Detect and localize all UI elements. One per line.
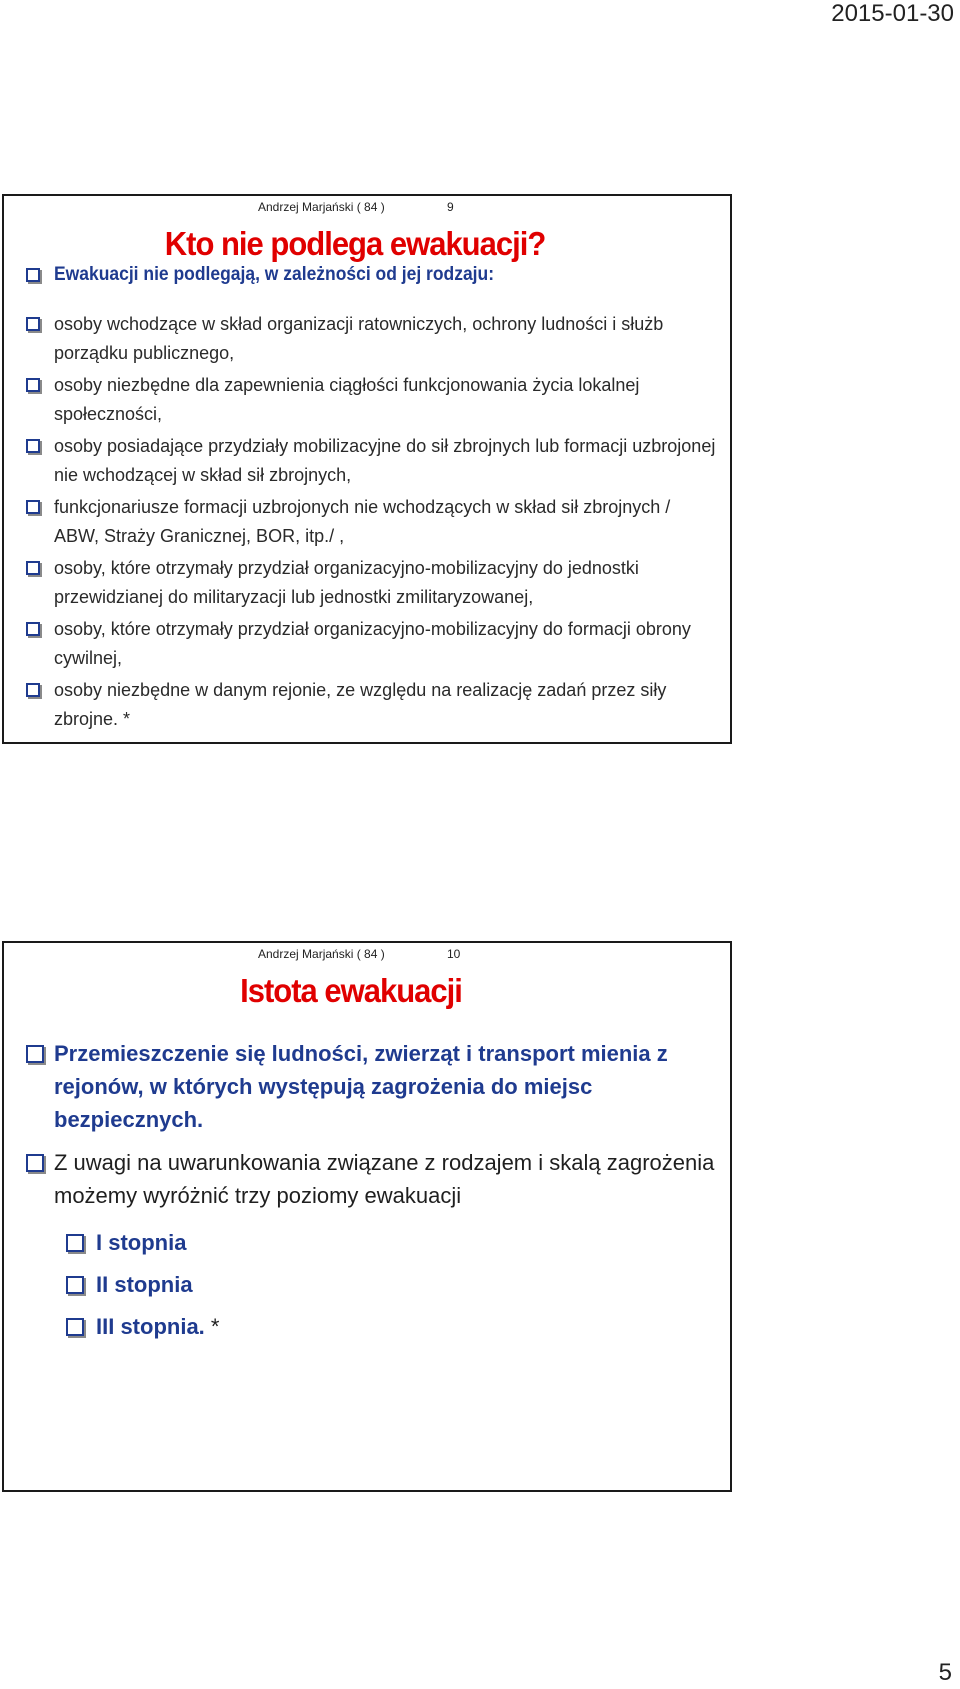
page-date: 2015-01-30 [831,0,954,27]
checkbox-bullet-icon [26,439,40,453]
checkbox-bullet-icon [66,1276,84,1294]
list-item-text: osoby, które otrzymały przydział organizacyjno-mobilizacyjny do formacji obrony cywilnej, [54,619,691,668]
intro-bullet [24,264,716,286]
checkbox-bullet-icon [26,561,40,575]
checkbox-bullet-icon [26,622,40,636]
slide-number: 9 [447,200,454,214]
list-item-text: Przemieszczenie się ludności, zwierząt i transport mienia z rejonów, w których występują zagrożenia do miejsc bezpiecznych. [54,1041,668,1132]
list-item-text: osoby, które otrzymały przydział organizacyjno-mobilizacyjny do jednostki przewidzianej do militaryzacji lub jednostki zmilitaryzowanej, [54,558,639,607]
intro-text: Ewakuacji nie podlegają, w zależności od jej rodzaju: [54,264,495,285]
checkbox-bullet-icon [26,683,40,697]
level-text: I stopnia [96,1230,187,1255]
slide-author: Andrzej Marjański ( 84 ) [258,947,385,961]
list-item [24,615,716,673]
slide-author: Andrzej Marjański ( 84 ) [258,200,385,214]
checkbox-bullet-icon [26,1045,44,1063]
level-item [64,1226,716,1260]
page-number: 5 [938,1659,952,1686]
list-item-text: osoby wchodzące w skład organizacji ratowniczych, ochrony ludności i służb porządku publicznego, [54,314,664,363]
list-item [24,1037,716,1136]
level-item [64,1268,716,1302]
list-item [24,554,716,612]
list-item [24,310,716,368]
slide-number: 10 [447,947,461,961]
bullet-list [24,1037,716,1222]
list-item-text: Z uwagi na uwarunkowania związane z rodzajem i skalą zagrożenia możemy wyróżnić trzy poziomy ewakuacji [54,1150,715,1208]
list-item-text: funkcjonariusze formacji uzbrojonych nie wchodzących w skład sił zbrojnych / ABW, Straży Granicznej, BOR, itp./ , [54,497,671,546]
slide-title: Istota ewakuacji [240,971,462,1010]
checkbox-bullet-icon [26,1154,44,1172]
footnote-asterisk: * [210,1314,220,1339]
checkbox-bullet-icon [26,317,40,331]
slide-9 [2,194,732,744]
level-text: III stopnia. [96,1314,205,1339]
list-item-text: osoby niezbędne w danym rejonie, ze względu na realizację zadań przez siły zbrojne. * [54,680,667,729]
list-item-text: osoby niezbędne dla zapewnienia ciągłości funkcjonowania życia lokalnej społeczności, [54,375,640,424]
list-item [24,1146,716,1212]
checkbox-bullet-icon [66,1318,84,1336]
list-item-text: osoby posiadające przydziały mobilizacyjne do sił zbrojnych lub formacji uzbrojonej nie wchodzącej w skład sił zbrojnych, [54,436,716,485]
level-item [64,1310,716,1344]
evacuation-levels-list [64,1226,716,1352]
list-item [24,676,716,734]
checkbox-bullet-icon [26,500,40,514]
level-text: II stopnia [96,1272,193,1297]
list-item [24,371,716,429]
slide-title: Kto nie podlega ewakuacji? [164,224,546,263]
bullet-list [24,310,716,737]
slide-10 [2,941,732,1492]
checkbox-bullet-icon [26,378,40,392]
checkbox-bullet-icon [26,268,40,282]
checkbox-bullet-icon [66,1234,84,1252]
list-item [24,493,716,551]
list-item [24,432,716,490]
